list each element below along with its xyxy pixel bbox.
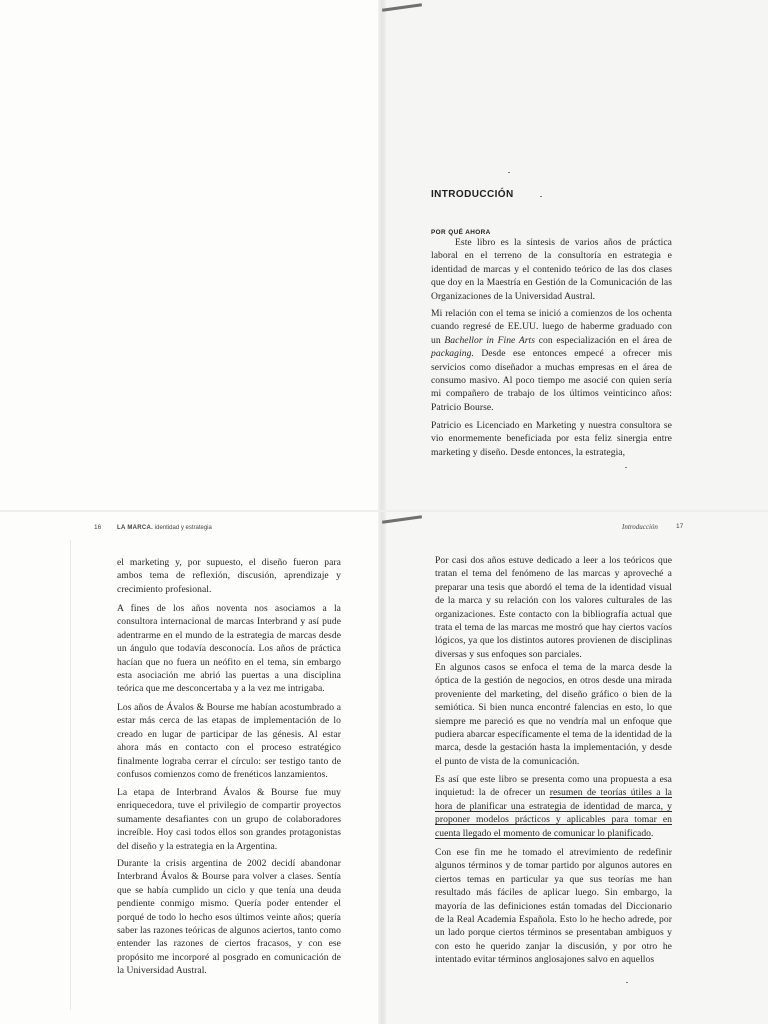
scan-speck: [508, 172, 510, 173]
running-head-left: [117, 525, 212, 531]
intro-paragraph-3: Patricio es Licenciado en Marketing y nuestra consultora se vio enormemente beneficiada por esta feliz sinergia entre marketing y diseño. Desde entonces, la estrategia,: [431, 420, 672, 458]
italic-term: Bachellor in Fine Arts: [444, 334, 536, 346]
intro-paragraph-2: [431, 307, 672, 414]
right-paragraph-3-text: .: [651, 827, 654, 839]
right-paragraph-3-text: Es así que este libro se presenta como una propuesta a esa inquietud: la de ofrecer un: [435, 774, 672, 799]
intro-paragraph-2-text: . Desde ese entonces empecé a ofrecer mis servicios como diseñador a muchas empresas en el área de consumo masivo. Al poco tiempo me asocié con quien sería mi compañero de trabajo de los últimos veinticinco años: Patricio Bourse.: [431, 348, 672, 413]
scan-fold: [0, 510, 768, 512]
running-head-right: Introducción: [622, 523, 658, 531]
intro-paragraph-2-text: Mi relación con el tema se inició a comienzos de los ochenta cuando regresé de EE.UU. luego de haberme graduado con un: [431, 308, 672, 346]
scan-speck: [626, 982, 628, 983]
right-paragraph-4: Con ese fin me he tomado el atrevimiento de redefinir algunos términos y de tomar partido por algunos autores en ciertos temas en particular ya que sus teorías me han resultado más fáciles de aplicar luego. Sin embargo, la mayoría de las definiciones están tomadas del Diccionario de la Real Academia Española. Esto lo he hecho adrede, por un lado porque ciertos términos se presentaban ambiguos y con esto he querido zanjar la discusión, y por otro he intentado evitar términos anglosajones salvo en aquellos: [435, 847, 672, 966]
intro-paragraph-2-text: con especialización en el área de: [535, 334, 672, 346]
section-heading: POR QUÉ AHORA: [431, 229, 491, 236]
intro-paragraph-1: [431, 236, 672, 303]
italic-term: packaging: [431, 348, 472, 360]
left-paragraph-3: Los años de Ávalos & Bourse me habían acostumbrado a estar más cerca de las etapas de implementación de lo creado en lugar de participar de las génesis. Al estar ahora más en contacto con el proceso estratégico finalmente lograba cerrar el círculo: ser testigo tanto de confusos comienzos como de frenéticos lanzamientos.: [117, 702, 341, 781]
book-gutter: [378, 0, 386, 1024]
left-paragraph-5: Durante la crisis argentina de 2002 decidí abandonar Interbrand Ávalos & Bourse para volver a clases. Sentía que se había cumplido un ciclo y que tenía una deuda pendiente conmigo mismo. Quería poder entender el porqué de todo lo hecho esos últimos veinte años; quería saber las razones teóricas de algunos aciertos, tanto como entender las razones de ciertos fracasos, y con ese propósito me incorporé al posgrado en comunicación de la Universidad Austral.: [117, 858, 341, 977]
running-head-brand: LA MARCA.: [117, 525, 154, 531]
page-number-left: 16: [94, 524, 102, 531]
left-paragraph-4: La etapa de Interbrand Ávalos & Bourse fue muy enriquecedora, tuve el privilegio de compartir proyectos sumamente desafiantes con un grupo de colaboradores increíble. Hoy casi todos ellos son grandes protagonistas del diseño y la estrategia en la Argentina.: [117, 787, 341, 852]
right-paragraph-1: Por casi dos años estuve dedicado a leer a los teóricos que tratan el tema del fenómeno de las marcas y aproveché a preparar una tesis que abordó el tema de la identidad visual de la marca y su relación con los valores culturales de las organizaciones. Este contacto con la bibliografía actual que trata el tema de las marcas me mostró que hay ciertos vacíos lógicos, ya que los distintos autores provienen de disciplinas diversas y sus enfoques son parciales.: [435, 555, 672, 660]
underlined-passage: resumen de teorías útiles a la hora de planificar una estrategia de identidad de marca, y proponer modelos prácticos y aplicables para tomar en cuenta llegado el momento de comunicar lo planificado: [435, 787, 672, 839]
right-paragraph-3: [435, 773, 672, 840]
page-edge-line: [70, 540, 71, 1010]
chapter-title: INTRODUCCIÓN: [431, 189, 514, 200]
left-paragraph-1: el marketing y, por supuesto, el diseño fueron para ambos tema de reflexión, discusión, aprendizaje y crecimiento profesional.: [117, 557, 341, 595]
running-head-subtitle: identidad y estrategia: [154, 525, 212, 531]
left-paragraph-2: A fines de los años noventa nos asociamos a la consultora internacional de marcas Interbrand y así pude adentrarme en el mundo de la estrategia de marcas desde un ángulo que todavía desconocía. Los años de práctica hacían que no fuera un neófito en el tema, sin embargo esta asociación me abrió las puertas a una disciplina teórica que me desconcertaba y a la vez me intrigaba.: [117, 603, 341, 695]
right-paragraph-2: En algunos casos se enfoca el tema de la marca desde la óptica de la gestión de negocios, en otros desde una mirada proveniente del marketing, del diseño gráfico o bien de la semiótica. Si bien nunca encontré falencias en esto, lo que siempre me pareció es que no vendría mal un enfoque que pudiera abarcar específicamente el tema de la identidad de la marca, desde la gestación hasta la implementación, y desde el punto de vista de la comunicación.: [435, 662, 672, 767]
scan-speck: [625, 467, 627, 468]
intro-paragraph-1-text: Este libro es la síntesis de varios años de práctica laboral en el terreno de la consultoría en estrategia e identidad de marcas y el contenido teórico de las dos clases que doy en la Maestría en Gestión de la Comunicación de las Organizaciones de la Universidad Austral.: [431, 237, 672, 302]
page-number-right: 17: [676, 523, 684, 530]
blank-page-left: [0, 0, 380, 510]
scan-speck: [540, 196, 542, 197]
